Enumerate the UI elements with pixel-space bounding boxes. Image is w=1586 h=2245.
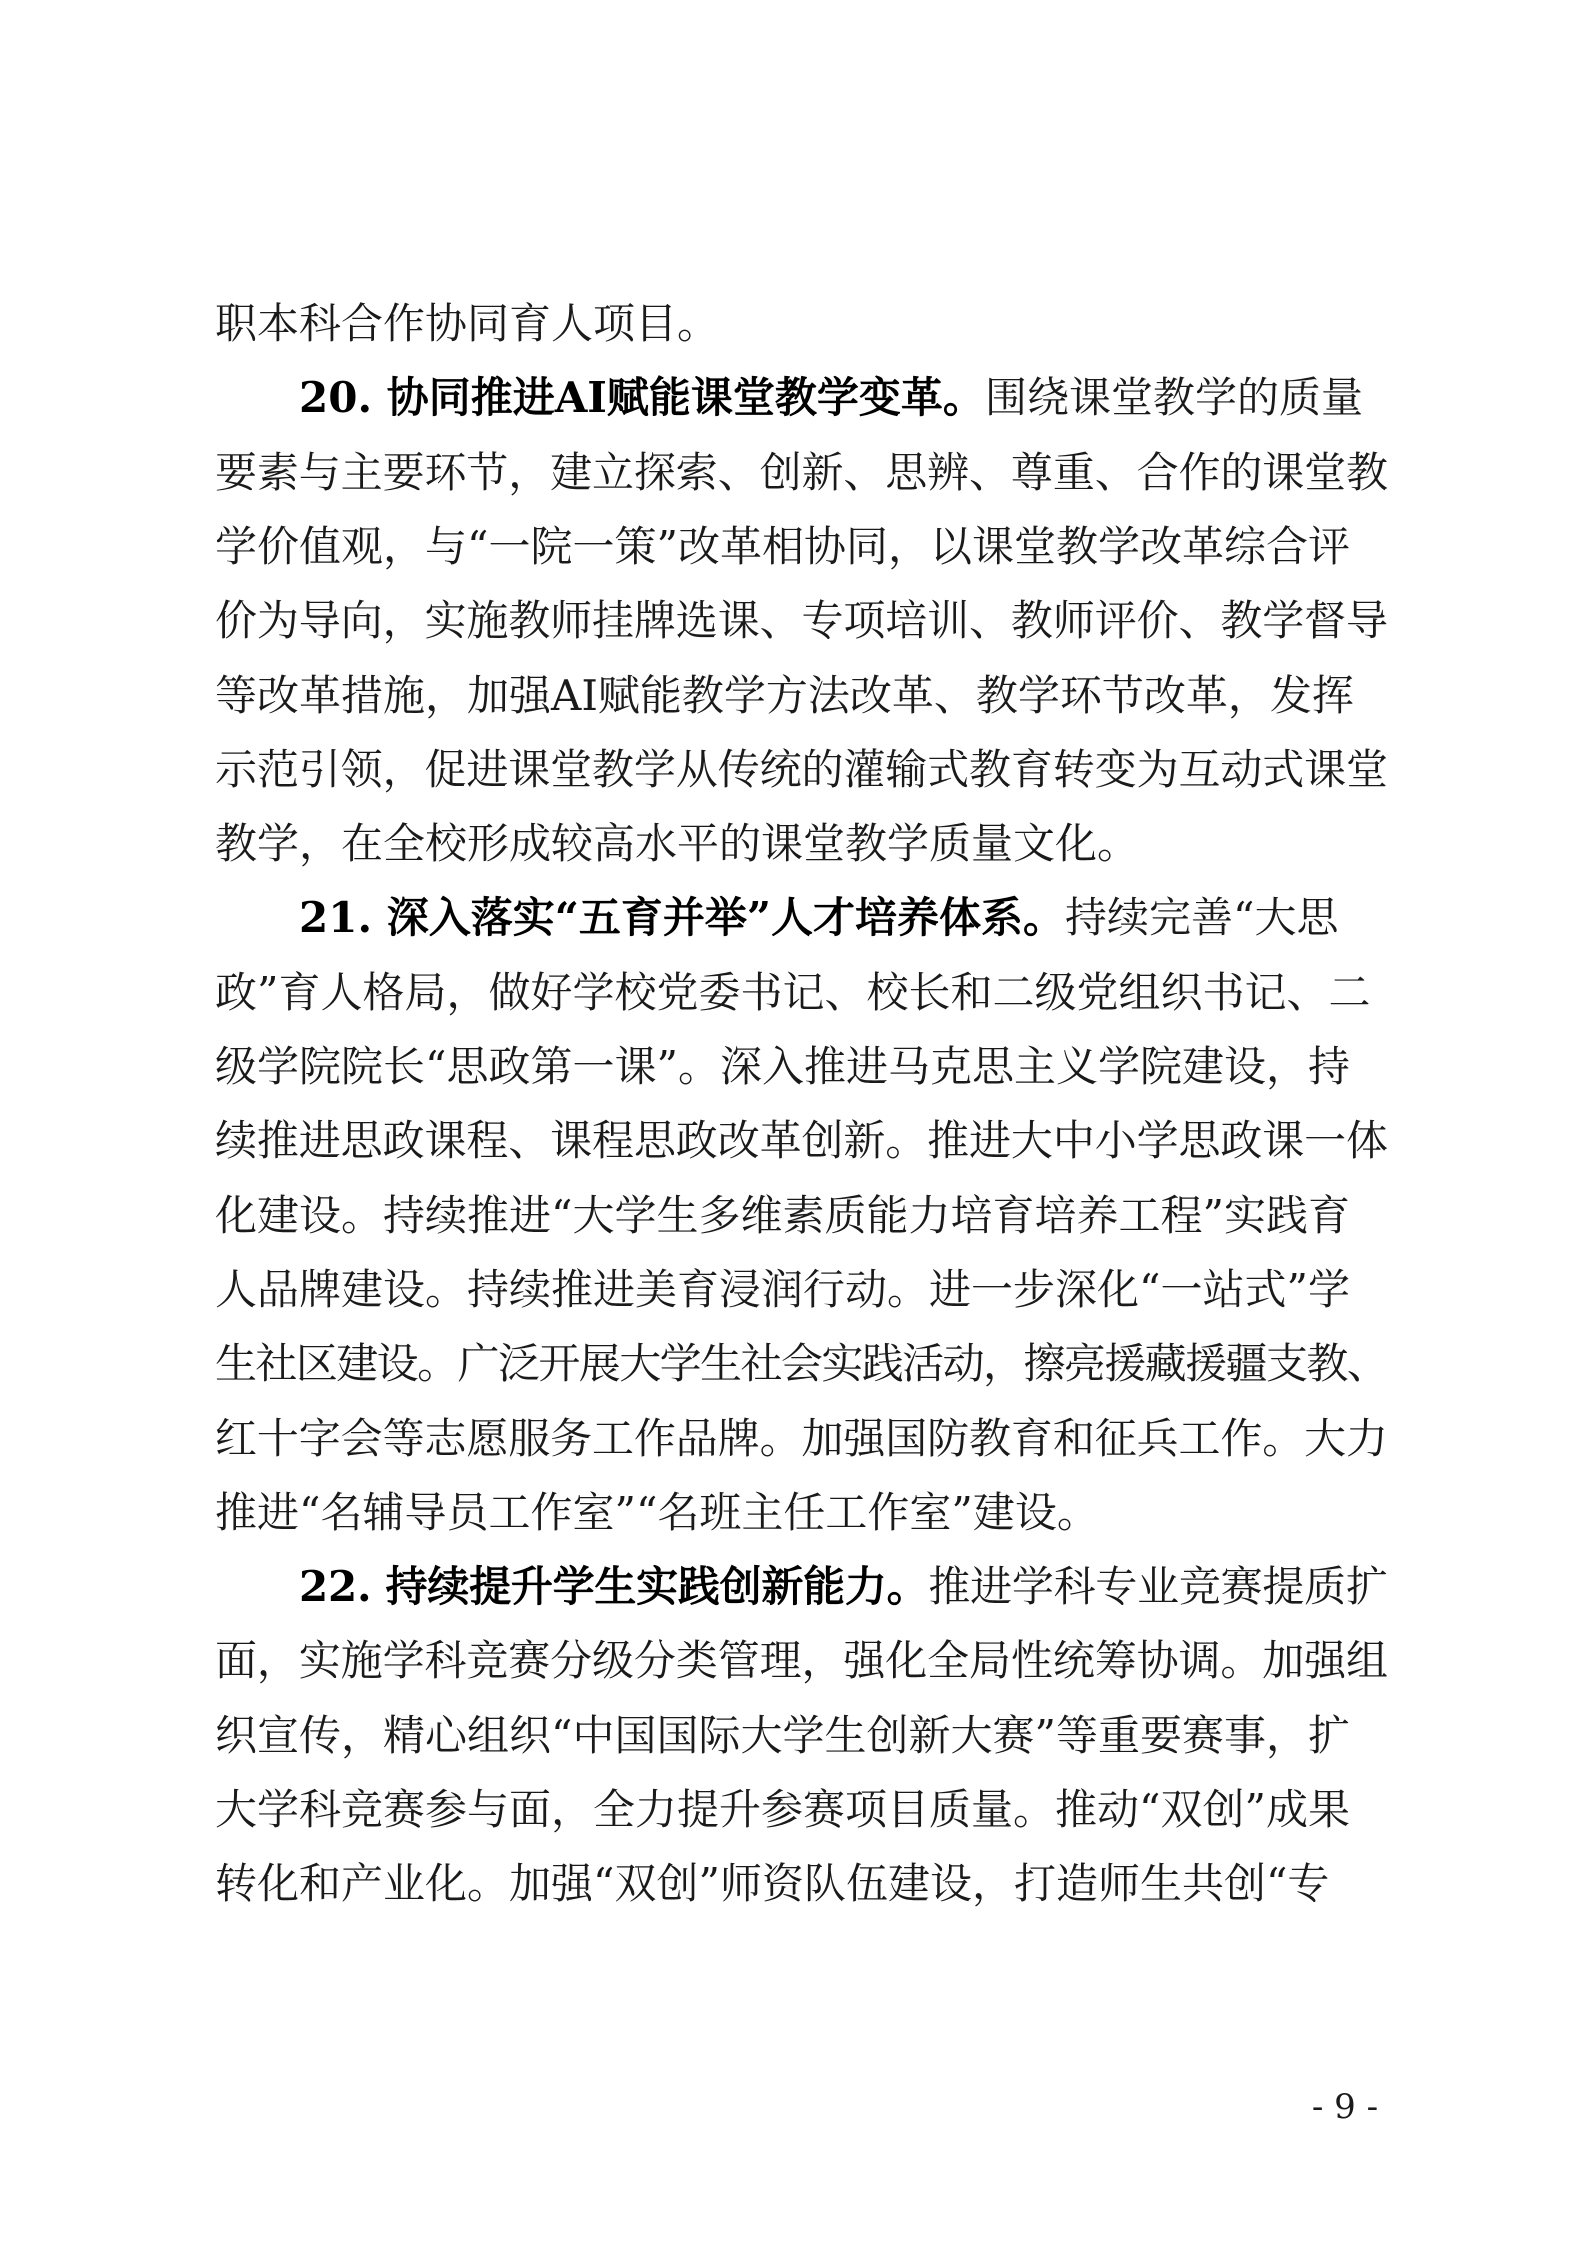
paragraph-text: 等改革措施，加强AI赋能教学方法改革、教学环节改革，发挥 xyxy=(215,671,1354,720)
text-line xyxy=(215,1778,1388,1842)
text-line xyxy=(215,515,1388,579)
text-line xyxy=(215,292,1388,356)
text-line xyxy=(215,1704,1388,1768)
text-line xyxy=(215,1184,1388,1248)
paragraph-text: 学价值观，与“一院一策”改革相协同，以课堂教学改革综合评 xyxy=(215,522,1350,571)
paragraph-text: 人品牌建设。持续推进美育浸润行动。进一步深化“一站式”学 xyxy=(215,1265,1350,1314)
text-line xyxy=(215,1629,1388,1693)
paragraph-text: 教学，在全校形成较高水平的课堂教学质量文化。 xyxy=(215,819,1140,868)
paragraph-text: 化建设。持续推进“大学生多维素质能力培育培养工程”实践育 xyxy=(215,1191,1350,1240)
text-line xyxy=(215,738,1388,802)
paragraph-text: 政”育人格局，做好学校党委书记、校长和二级党组织书记、二 xyxy=(215,968,1371,1017)
paragraph-text: 面，实施学科竞赛分级分类管理，强化全局性统筹协调。加强组 xyxy=(215,1636,1388,1685)
paragraph-text: 推进“名辅导员工作室”“名班主任工作室”建设。 xyxy=(215,1488,1099,1537)
text-line xyxy=(299,886,1388,950)
paragraph-text: 续推进思政课程、课程思政改革创新。推进大中小学思政课一体 xyxy=(215,1116,1388,1165)
text-line xyxy=(215,1035,1388,1099)
paragraph-text: 级学院院长“思政第一课”。深入推进马克思主义学院建设，持 xyxy=(215,1042,1350,1091)
paragraph-text: 大学科竞赛参与面，全力提升参赛项目质量。推动“双创”成果 xyxy=(215,1785,1350,1834)
paragraph-text: 持续完善“大思 xyxy=(1065,893,1339,942)
paragraph-text: 要素与主要环节，建立探索、创新、思辨、尊重、合作的课堂教 xyxy=(215,448,1388,497)
text-line xyxy=(215,1332,1388,1396)
text-line xyxy=(215,812,1388,876)
paragraph-text: 转化和产业化。加强“双创”师资队伍建设，打造师生共创“专 xyxy=(215,1859,1330,1908)
paragraph-heading: 22. 持续提升学生实践创新能力。 xyxy=(299,1562,929,1611)
paragraph-text: 示范引领，促进课堂教学从传统的灌输式教育转变为互动式课堂 xyxy=(215,745,1388,794)
text-line xyxy=(215,441,1388,505)
text-line xyxy=(215,1481,1388,1545)
text-line xyxy=(215,589,1388,653)
page-number: - 9 - xyxy=(1311,2087,1379,2127)
text-line xyxy=(215,664,1388,728)
paragraph-text: 生社区建设。广泛开展大学生社会实践活动，擦亮援藏援疆支教、 xyxy=(215,1339,1388,1388)
paragraph-text: 推进学科专业竞赛提质扩 xyxy=(928,1562,1388,1611)
text-line xyxy=(299,1555,1388,1619)
text-line xyxy=(215,1109,1388,1173)
paragraph-heading: 20. 协同推进AI赋能课堂教学变革。 xyxy=(299,373,985,422)
text-line xyxy=(299,366,1388,430)
paragraph-text: 织宣传，精心组织“中国国际大学生创新大赛”等重要赛事，扩 xyxy=(215,1711,1350,1760)
paragraph-text: 红十字会等志愿服务工作品牌。加强国防教育和征兵工作。大力 xyxy=(215,1414,1388,1463)
text-line xyxy=(215,961,1388,1025)
paragraph-text: 价为导向，实施教师挂牌选课、专项培训、教师评价、教学督导 xyxy=(215,596,1388,645)
paragraph-text: 围绕课堂教学的质量 xyxy=(984,373,1363,422)
paragraph-heading: 21. 深入落实“五育并举”人才培养体系。 xyxy=(299,893,1066,942)
text-line xyxy=(215,1258,1388,1322)
text-line xyxy=(215,1407,1388,1471)
text-line xyxy=(215,1852,1388,1916)
paragraph-text: 职本科合作协同育人项目。 xyxy=(215,299,720,348)
